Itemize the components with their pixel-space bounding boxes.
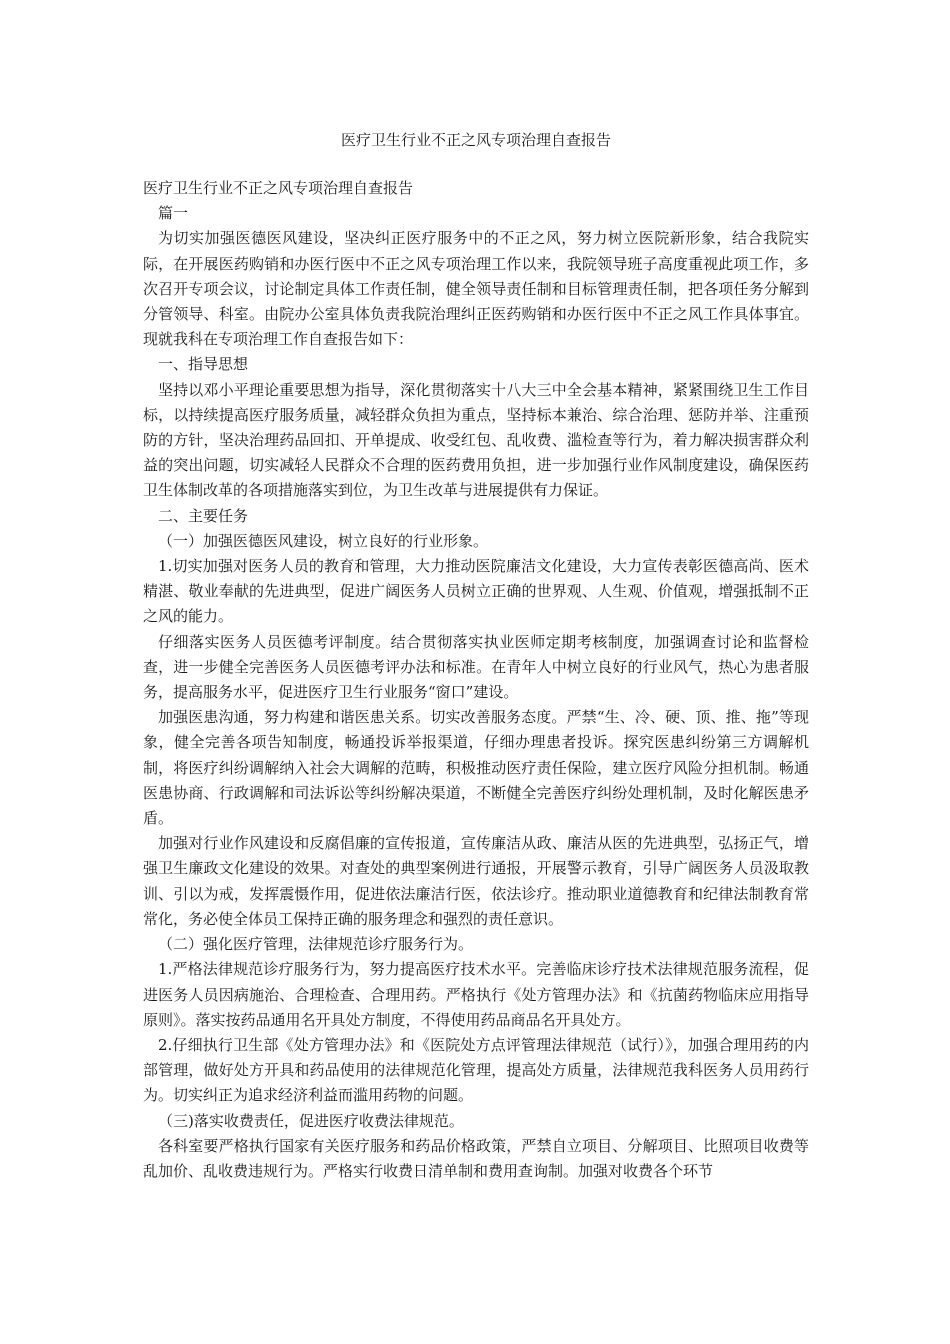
body-heading: 医疗卫生行业不正之风专项治理自查报告 [143, 179, 414, 197]
paragraph: 1.切实加强对医务人员的教育和管理，大力推动医院廉洁文化建设，大力宣传表彰医德高尚、医术精湛、敬业奉献的先进典型，促进广阔医务人员树立正确的世界观、人生观、价值观，增强抵制不正之风的能力。 [143, 557, 809, 626]
paragraph: 1.严格法律规范诊疗服务行为，努力提高医疗技术水平。完善临床诊疗技术法律规范服务流程，促进医务人员因病施治、合理检查、合理用药。严格执行《处方管理办法》和《抗菌药物临床应用指导原则》。落实按药品通用名开具处方制度，不得使用药品商品名开具处方。 [143, 960, 809, 1029]
paragraph: （三)落实收费责任，促进医疗收费法律规范。 [158, 1111, 464, 1130]
paragraph: 加强对行业作风建设和反腐倡廉的宣传报道，宣传廉洁从政、廉洁从医的先进典型，弘扬正气，增强卫生廉政文化建设的效果。对查处的典型案例进行通报，开展警示教育，引导广阔医务人员汲取教训、引以为戒，发挥震慑作用，促进依法廉洁行医，依法诊疗。推动职业道德教育和纪律法制教育常常化，务必使全体员工保持正确的服务理念和强烈的责任意识。 [143, 834, 809, 928]
paragraph: 加强医患沟通，努力构建和谐医患关系。切实改善服务态度。严禁“生、冷、硬、顶、推、拖”等现象，健全完善各项告知制度，畅通投诉举报渠道，仔细办理患者投诉。探究医患纠纷第三方调解机制，将医疗纠纷调解纳入社会大调解的范畴，积极推动医疗责任保险，建立医疗风险分担机制。畅通医患协商、行政调解和司法诉讼等纠纷解决渠道，不断健全完善医疗纠纷处理机制，及时化解医患矛盾。 [143, 708, 809, 828]
paragraph: （一）加强医德医风建设，树立良好的行业形象。 [158, 531, 489, 550]
paragraph: 仔细落实医务人员医德考评制度。结合贯彻落实执业医师定期考核制度，加强调查讨论和监督检查，进一步健全完善医务人员医德考评办法和标准。在青年人中树立良好的行业风气，热心为患者服务，提高服务水平，促进医疗卫生行业服务“窗口”建设。 [143, 632, 809, 702]
paragraph: 为切实加强医德医风建设，坚决纠正医疗服务中的不正之风，努力树立医院新形象，结合我院实际，在开展医药购销和办医行医中不正之风专项治理工作以来，我院领导班子高度重视此项工作，多次召开专项会议，讨论制定具体工作责任制，健全领导责任制和目标管理责任制，把各项任务分解到分管领导、科室。由院办公室具体负责我院治理纠正医药购销和办医行医中不正之风工作具体事宜。现就我科在专项治理工作自查报告如下： [143, 229, 809, 349]
document-title: 医疗卫生行业不正之风专项治理自查报告 [340, 131, 611, 149]
paragraph: 坚持以邓小平理论重要思想为指导，深化贯彻落实十八大三中全会基本精神，紧紧围绕卫生工作目标，以持续提高医疗服务质量，减轻群众负担为重点，坚持标本兼治、综合治理、惩防并举、注重预防的方针，坚决治理药品回扣、开单提成、收受红包、乱收费、滥检查等行为，着力解决损害群众利益的突出问题，切实减轻人民群众不合理的医药费用负担，进一步加强行业作风制度建设，确保医药卫生体制改革的各项措施落实到位，为卫生改革与进展提供有力保证。 [143, 380, 809, 500]
paragraph: （二）强化医疗管理，法律规范诊疗服务行为。 [158, 935, 474, 954]
paragraph: 2.仔细执行卫生部《处方管理办法》和《医院处方点评管理法律规范（试行）》，加强合理用药的内部管理，做好处方开具和药品使用的法律规范化管理，提高处方质量，法律规范我科医务人员用药行为。切实纠正为追求经济利益而滥用药物的问题。 [143, 1035, 809, 1105]
paragraph: 一、指导思想 [158, 355, 249, 374]
paragraph: 二、主要任务 [158, 506, 249, 525]
paragraph: 篇一 [158, 204, 189, 223]
paragraph: 各科室要严格执行国家有关医疗服务和药品价格政策，严禁自立项目、分解项目、比照项目收费等乱加价、乱收费违规行为。严格实行收费日清单制和费用查询制。加强对收费各个环节 [143, 1136, 809, 1180]
document-body [143, 176, 809, 1184]
